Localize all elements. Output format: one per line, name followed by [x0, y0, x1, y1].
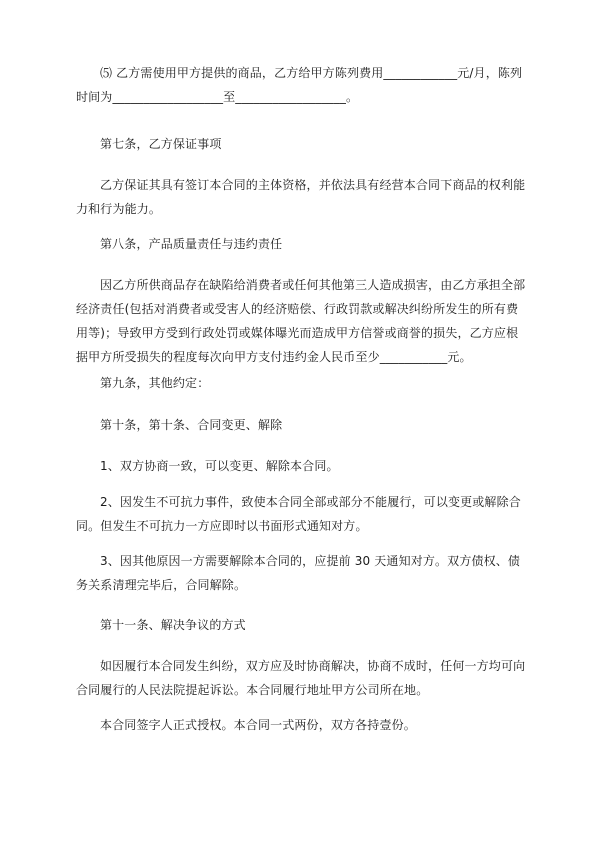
- article-11-body: 如因履行本合同发生纠纷，双方应及时协商解决，协商不成时，任何一方均可向合同履行的人民法院提起诉讼。本合同履行地址甲方公司所在地。: [76, 659, 526, 697]
- article-8-body: 因乙方所供商品存在缺陷给消费者或任何其他第三人造成损害，由乙方承担全部经济责任(包括对消费者或受害人的经济赔偿、行政罚款或解决纠纷所发生的所有费用等)；导致甲方受到行政处罚或媒体曝光而造成甲方信誉或商誉的损失，乙方应根据甲方所受损失的程度每次向甲方支付违约金人民币至少___________元。: [76, 278, 526, 364]
- clause-6-item-5: ⑸ 乙方需使用甲方提供的商品，乙方给甲方陈列费用____________元/月，陈列时间为__________________至__________________。: [76, 66, 523, 104]
- article-9-heading: 第九条，其他约定：: [100, 376, 210, 390]
- article-11-heading: 第十一条、解决争议的方式: [100, 618, 246, 632]
- article-10-item-2: 2、因发生不可抗力事件，致使本合同全部或部分不能履行，可以变更或解除合同。但发生不可抗力一方应即时以书面形式通知对方。: [76, 495, 521, 533]
- article-7-body: 乙方保证其具有签订本合同的主体资格，并依法具有经营本合同下商品的权利能力和行为能力。: [76, 178, 526, 216]
- signature-clause: 本合同签字人正式授权。本合同一式两份，双方各持壹份。: [100, 718, 416, 732]
- article-10-item-1: 1、双方协商一致，可以变更、解除本合同。: [100, 459, 339, 473]
- article-10-item-3: 3、因其他原因一方需要解除本合同的，应提前 30 天通知对方。双方债权、债务关系清理完毕后，合同解除。: [76, 554, 521, 592]
- article-8-heading: 第八条，产品质量责任与违约责任: [100, 237, 283, 251]
- article-10-heading: 第十条，第十条、合同变更、解除: [100, 418, 283, 432]
- article-7-heading: 第七条，乙方保证事项: [100, 137, 222, 151]
